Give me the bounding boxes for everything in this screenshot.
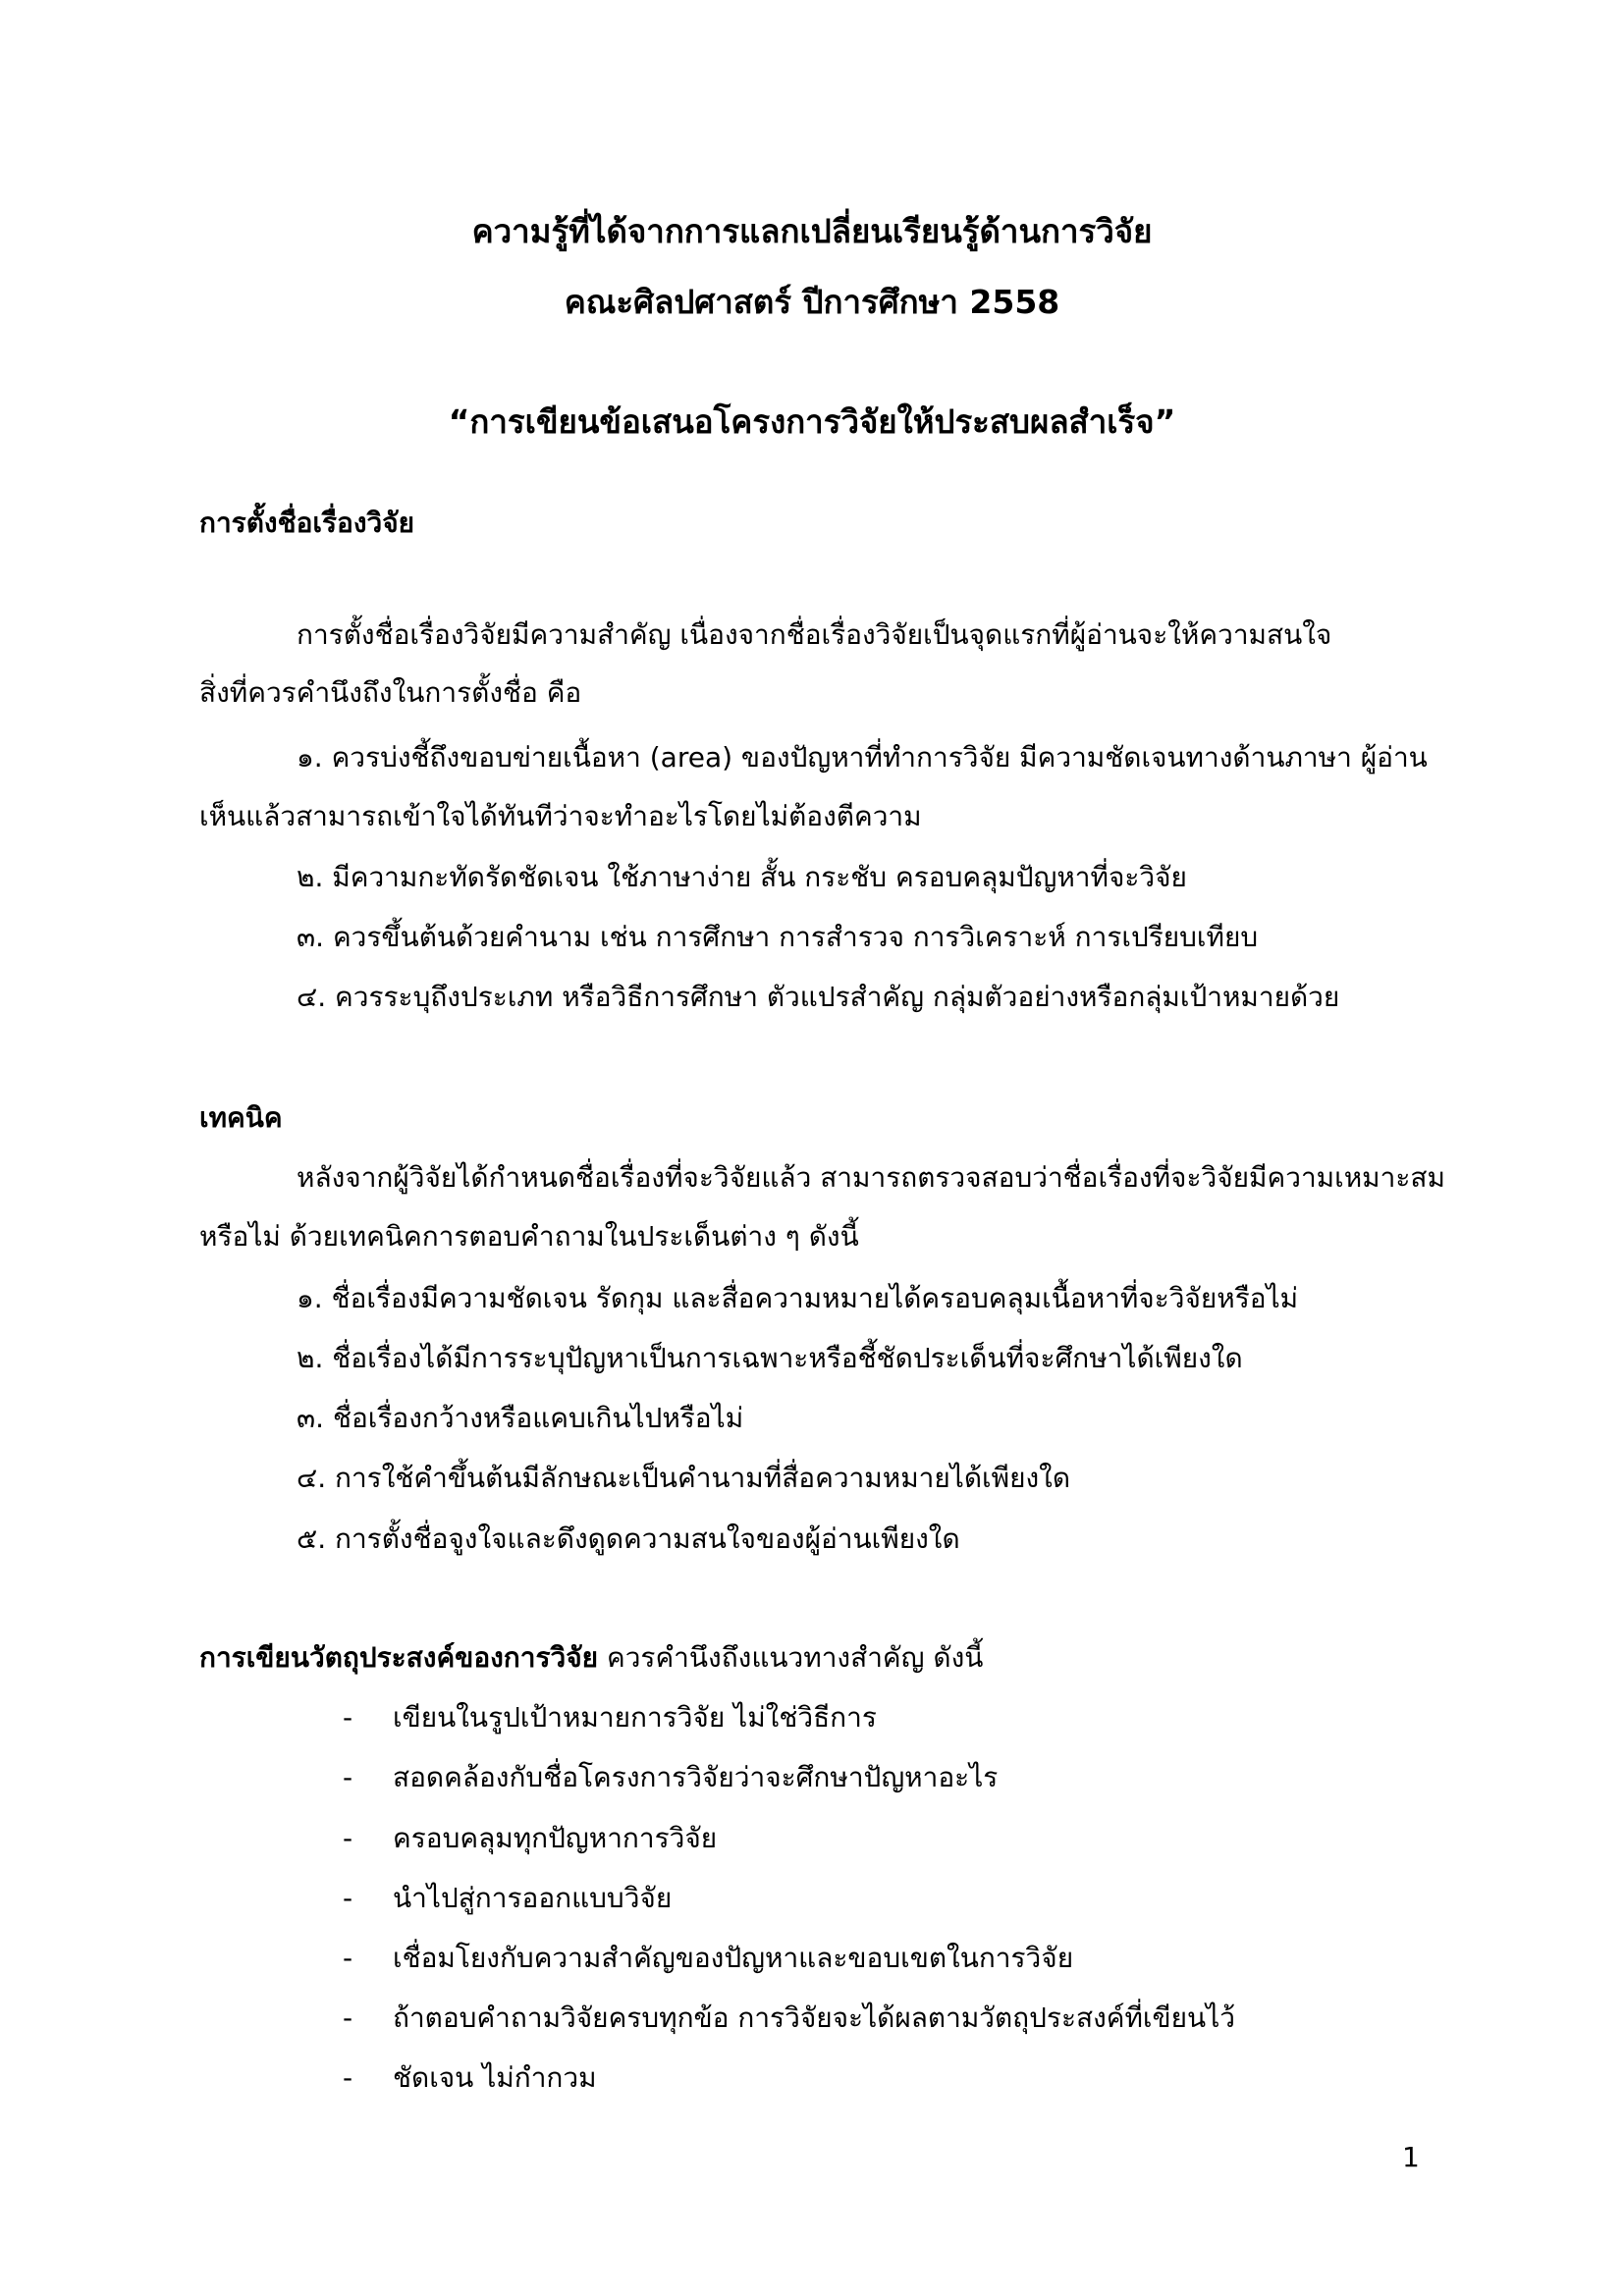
technique-item-4: ๔. การใช้คำขึ้นต้นมีลักษณะเป็นคำนามที่สื่อความหมายได้เพียงใด (297, 1462, 1071, 1494)
objectives-bullet-6: ถ้าตอบคำถามวิจัยครบทุกข้อ การวิจัยจะได้ผลตามวัตถุประสงค์ที่เขียนไว้ (393, 2002, 1235, 2034)
bullet-marker: - (343, 1882, 353, 1914)
naming-intro-line-2: สิ่งที่ควรคำนึงถึงในการตั้งชื่อ คือ (199, 676, 582, 709)
bullet-marker: - (343, 2002, 353, 2034)
naming-section-heading: การตั้งชื่อเรื่องวิจัย (199, 507, 415, 539)
bullet-marker: - (343, 2061, 353, 2094)
naming-item-2: ๒. มีความกะทัดรัดชัดเจน ใช้ภาษาง่าย สั้น กระชับ ครอบคลุมปัญหาที่จะวิจัย (297, 861, 1187, 893)
objectives-bullet-4: นำไปสู่การออกแบบวิจัย (393, 1882, 673, 1914)
bullet-marker: - (343, 1822, 353, 1854)
technique-item-5: ๕. การตั้งชื่อจูงใจและดึงดูดความสนใจของผู้อ่านเพียงใด (297, 1522, 960, 1555)
document-title-line-2: คณะศิลปศาสตร์ ปีการศึกษา 2558 (564, 283, 1060, 321)
bullet-marker: - (343, 1942, 353, 1974)
naming-intro-line-1: การตั้งชื่อเรื่องวิจัยมีความสำคัญ เนื่องจากชื่อเรื่องวิจัยเป็นจุดแรกที่ผู้อ่านจะให้ความสนใจ (297, 618, 1332, 651)
technique-intro-line-2: หรือไม่ ด้วยเทคนิคการตอบคำถามในประเด็นต่าง ๆ ดังนี้ (199, 1220, 859, 1253)
technique-item-1: ๑. ชื่อเรื่องมีความชัดเจน รัดกุม และสื่อความหมายได้ครอบคลุมเนื้อหาที่จะวิจัยหรือไม่ (297, 1282, 1299, 1314)
objectives-bullet-2: สอดคล้องกับชื่อโครงการวิจัยว่าจะศึกษาปัญหาอะไร (393, 1761, 999, 1793)
naming-item-4: ๔. ควรระบุถึงประเภท หรือวิธีการศึกษา ตัวแปรสำคัญ กลุ่มตัวอย่างหรือกลุ่มเป้าหมายด้วย (297, 981, 1340, 1013)
objectives-heading-rest: ควรคำนึงถึงแนวทางสำคัญ ดังนี้ (598, 1641, 984, 1674)
document-subtitle: “การเขียนข้อเสนอโครงการวิจัยให้ประสบผลสำเร็จ” (448, 402, 1176, 441)
bullet-marker: - (343, 1701, 353, 1734)
objectives-heading-main: การเขียนวัตถุประสงค์ของการวิจัย (199, 1641, 599, 1674)
objectives-bullet-7: ชัดเจน ไม่กำกวม (393, 2061, 597, 2094)
technique-section-heading: เทคนิค (199, 1101, 283, 1134)
bullet-marker: - (343, 1761, 353, 1793)
objectives-bullet-5: เชื่อมโยงกับความสำคัญของปัญหาและขอบเขตในการวิจัย (393, 1942, 1074, 1974)
objectives-bullet-1: เขียนในรูปเป้าหมายการวิจัย ไม่ใช่วิธีการ (393, 1701, 877, 1734)
objectives-heading (199, 1638, 983, 1678)
objectives-bullet-3: ครอบคลุมทุกปัญหาการวิจัย (393, 1822, 718, 1854)
naming-item-1-line-1: ๑. ควรบ่งชี้ถึงขอบข่ายเนื้อหา (area) ของปัญหาที่ทำการวิจัย มีความชัดเจนทางด้านภาษา ผู้อ่าน (297, 741, 1428, 774)
technique-item-3: ๓. ชื่อเรื่องกว้างหรือแคบเกินไปหรือไม่ (297, 1402, 744, 1434)
naming-item-3: ๓. ควรขึ้นต้นด้วยคำนาม เช่น การศึกษา การสำรวจ การวิเคราะห์ การเปรียบเทียบ (297, 921, 1259, 953)
technique-intro-line-1: หลังจากผู้วิจัยได้กำหนดชื่อเรื่องที่จะวิจัยแล้ว สามารถตรวจสอบว่าชื่อเรื่องที่จะวิจัยมีความเหมาะสม (297, 1161, 1445, 1194)
document-title-line-1: ความรู้ที่ได้จากการแลกเปลี่ยนเรียนรู้ด้านการวิจัย (471, 212, 1153, 250)
technique-item-2: ๒. ชื่อเรื่องได้มีการระบุปัญหาเป็นการเฉพาะหรือชี้ชัดประเด็นที่จะศึกษาได้เพียงใด (297, 1342, 1243, 1374)
naming-item-1-line-2: เห็นแล้วสามารถเข้าใจได้ทันทีว่าจะทำอะไรโดยไม่ต้องตีความ (199, 800, 922, 832)
page-number: 1 (1402, 2141, 1420, 2173)
